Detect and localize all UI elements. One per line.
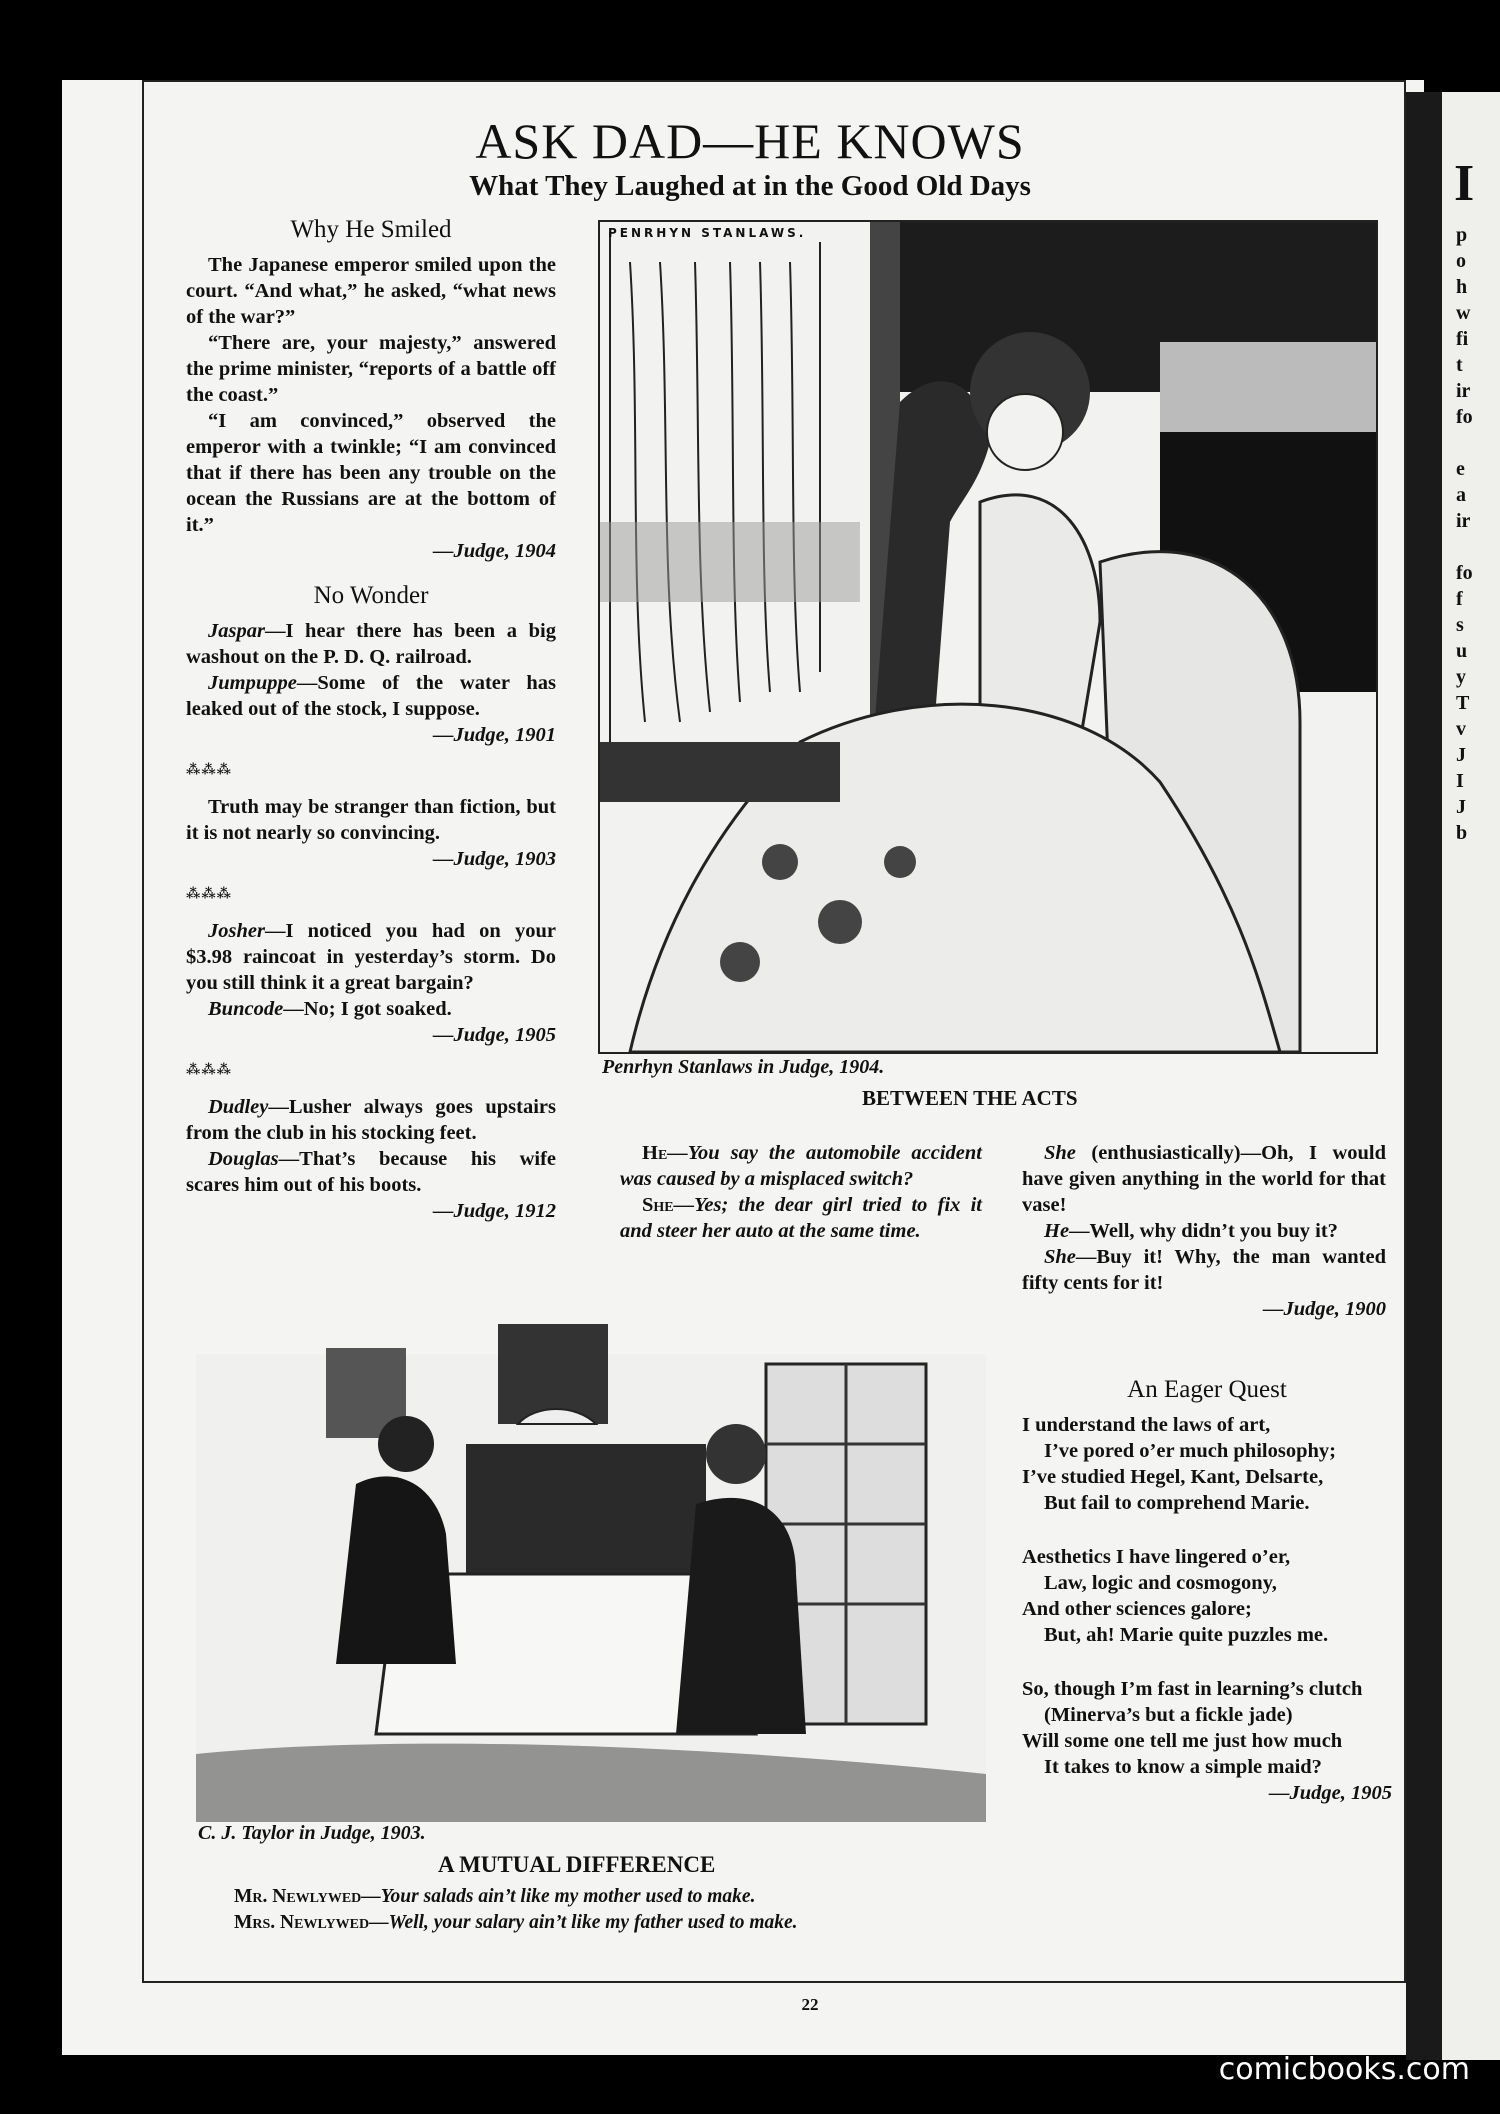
dialogue-line: —No; I got soaked.	[283, 998, 452, 1020]
dialogue-line: —I noticed you had on your $3.98 raincoat in yesterday’s storm. Do you still think it a great bargain?	[186, 920, 556, 994]
poem-body	[1022, 1412, 1392, 1806]
poem-line: And other sciences galore;	[1022, 1598, 1252, 1620]
adjacent-page-letter: fo	[1456, 562, 1473, 584]
adjacent-page-letter: fi	[1456, 328, 1469, 350]
poem-line: I’ve studied Hegel, Kant, Delsarte,	[1022, 1466, 1324, 1488]
poem-line: So, though I’m fast in learning’s clutch	[1022, 1678, 1363, 1700]
ornament-divider: ⁂⁂⁂	[186, 1063, 232, 1078]
story-paragraph: “I am convinced,” observed the emperor with a twinkle; “I am convinced that if there has been any trouble on the ocean the Russians are at the bottom of it.”	[186, 410, 556, 536]
poem-line: Aesthetics I have lingered o’er,	[1022, 1546, 1291, 1568]
source-credit: —Judge, 1905	[1269, 1782, 1392, 1804]
ornament-divider: ⁂⁂⁂	[186, 763, 232, 778]
dialogue-line: —That’s because his wife scares him out of his boots.	[186, 1148, 556, 1196]
source-credit: —Judge, 1901	[433, 724, 556, 746]
dialogue-line: —Your salads ain’t like my mother used to make.	[361, 1886, 756, 1907]
dialogue-line: —Buy it! Why, the man wanted fifty cents for it!	[1022, 1246, 1386, 1294]
adjacent-page-drop-letter: I	[1454, 155, 1475, 212]
mutual-difference-illustration	[196, 1314, 986, 1822]
poem-line: It takes to know a simple maid?	[1044, 1756, 1322, 1778]
speaker-name: She	[1044, 1142, 1076, 1164]
illustration-title: BETWEEN THE ACTS	[862, 1086, 1078, 1110]
dialogue-line: —Lusher always goes upstairs from the club in his stocking feet.	[186, 1096, 556, 1144]
adjacent-page-letter: h	[1456, 276, 1468, 298]
speaker-name: He	[642, 1142, 668, 1164]
adjacent-page-letter: t	[1456, 354, 1463, 376]
dialogue-line: —I hear there has been a big washout on the P. D. Q. railroad.	[186, 620, 556, 668]
speaker-name: Dudley	[208, 1096, 269, 1118]
speaker-name: Jaspar	[208, 620, 265, 642]
speaker-name: He	[1044, 1220, 1070, 1242]
adjacent-page-letter: f	[1456, 588, 1463, 610]
dialogue-line: Yes; the dear girl tried to fix it and steer her auto at the same time.	[620, 1194, 982, 1242]
poem-line: Will some one tell me just how much	[1022, 1730, 1343, 1752]
adjacent-page-letter: a	[1456, 484, 1466, 506]
speaker-name: Douglas	[208, 1148, 279, 1170]
poem-line: But fail to comprehend Marie.	[1044, 1492, 1310, 1514]
illustration-caption: Penrhyn Stanlaws in Judge, 1904.	[602, 1056, 885, 1078]
page-number: 22	[801, 1995, 819, 2014]
poem-line: I’ve pored o’er much philosophy;	[1044, 1440, 1336, 1462]
poem-line: I understand the laws of art,	[1022, 1414, 1271, 1436]
page-subtitle: What They Laughed at in the Good Old Days	[469, 170, 1031, 202]
between-the-acts-illustration	[598, 220, 1378, 1054]
mutual-difference-dialogue	[234, 1884, 994, 1936]
truth-joke: Truth may be stranger than fiction, but it is not nearly so convincing.	[186, 796, 556, 844]
dialogue-line: —Well, your salary ain’t like my father used to make.	[369, 1912, 798, 1933]
between-the-acts-dialogue: He—You say the automobile accident was caused by a misplaced switch? She—Yes; the dear girl tried to fix it and steer her auto at the same time.	[620, 1142, 982, 1242]
dialogue-line: You say the automobile accident was caused by a misplaced switch?	[620, 1142, 982, 1190]
adjacent-page-letter: J	[1456, 796, 1466, 818]
page-gutter	[1406, 92, 1442, 2060]
theatre-box-drawing	[600, 222, 1376, 1052]
adjacent-page-letter: s	[1456, 614, 1464, 636]
left-column	[186, 216, 556, 1224]
why-he-smiled-story	[186, 252, 556, 564]
dialogue-line: (enthusiastically)—Oh, I would have given anything in the world for that vase!	[1022, 1142, 1386, 1216]
adjacent-page-letter: e	[1456, 458, 1465, 480]
adjacent-page-letter: J	[1456, 744, 1466, 766]
adjacent-page-letter: o	[1456, 250, 1466, 272]
poem-heading: An Eager Quest	[1127, 1376, 1287, 1403]
adjacent-page-letter: b	[1456, 822, 1468, 844]
speaker-name: Mr. Newlywed	[234, 1886, 362, 1907]
adjacent-page-letter: I	[1456, 770, 1464, 792]
no-wonder-heading: No Wonder	[313, 582, 429, 609]
poem-line: Law, logic and cosmogony,	[1044, 1572, 1277, 1594]
source-credit: —Judge, 1905	[433, 1024, 556, 1046]
speaker-name: Jumpuppe	[208, 672, 297, 694]
why-he-smiled-heading: Why He Smiled	[290, 216, 452, 243]
watermark: comicbooks.com	[1218, 2052, 1470, 2087]
speaker-name: Josher	[208, 920, 265, 942]
adjacent-page-letter: v	[1456, 718, 1466, 740]
eager-quest-poem	[1022, 1376, 1392, 1806]
story-paragraph: The Japanese emperor smiled upon the court. “And what,” he asked, “what news of the war?”	[186, 254, 556, 328]
speaker-name: Mrs. Newlywed	[234, 1912, 370, 1933]
poem-line: But, ah! Marie quite puzzles me.	[1044, 1624, 1329, 1646]
dining-scene-drawing	[196, 1314, 986, 1822]
poem-line: (Minerva’s but a fickle jade)	[1044, 1704, 1293, 1726]
illustration-caption: C. J. Taylor in Judge, 1903.	[198, 1822, 426, 1844]
story-paragraph: “There are, your majesty,” answered the prime minister, “reports of a battle off the coast.”	[186, 332, 556, 406]
source-credit: —Judge, 1900	[1263, 1298, 1386, 1320]
illustration-title: A MUTUAL DIFFERENCE	[438, 1852, 716, 1877]
adjacent-page-letter: ir	[1456, 380, 1471, 402]
adjacent-page-letter: y	[1456, 666, 1466, 688]
source-credit: —Judge, 1904	[433, 540, 556, 562]
source-credit: —Judge, 1903	[433, 848, 556, 870]
speaker-name: Buncode	[208, 998, 284, 1020]
adjacent-page-letter: fo	[1456, 406, 1473, 428]
adjacent-page-letter: p	[1456, 224, 1468, 246]
adjacent-page-fragment	[1442, 92, 1500, 2060]
adjacent-page-letter: ir	[1456, 510, 1471, 532]
source-credit: —Judge, 1912	[433, 1200, 556, 1222]
adjacent-page-letter: w	[1456, 302, 1471, 324]
dialogue-line: —Well, why didn’t you buy it?	[1069, 1220, 1338, 1242]
ornament-divider: ⁂⁂⁂	[186, 887, 232, 902]
vase-joke	[1022, 1140, 1386, 1322]
dialogue-line: —Some of the water has leaked out of the stock, I suppose.	[186, 672, 556, 720]
no-wonder-joke	[186, 618, 556, 1224]
adjacent-page-letter: u	[1456, 640, 1468, 662]
speaker-name: She	[642, 1194, 674, 1216]
illustrator-signature: PENRHYN STANLAWS.	[608, 226, 807, 240]
speaker-name: She	[1044, 1246, 1076, 1268]
adjacent-page-letter: T	[1456, 692, 1470, 714]
page-title: ASK DAD—HE KNOWS	[475, 113, 1025, 169]
